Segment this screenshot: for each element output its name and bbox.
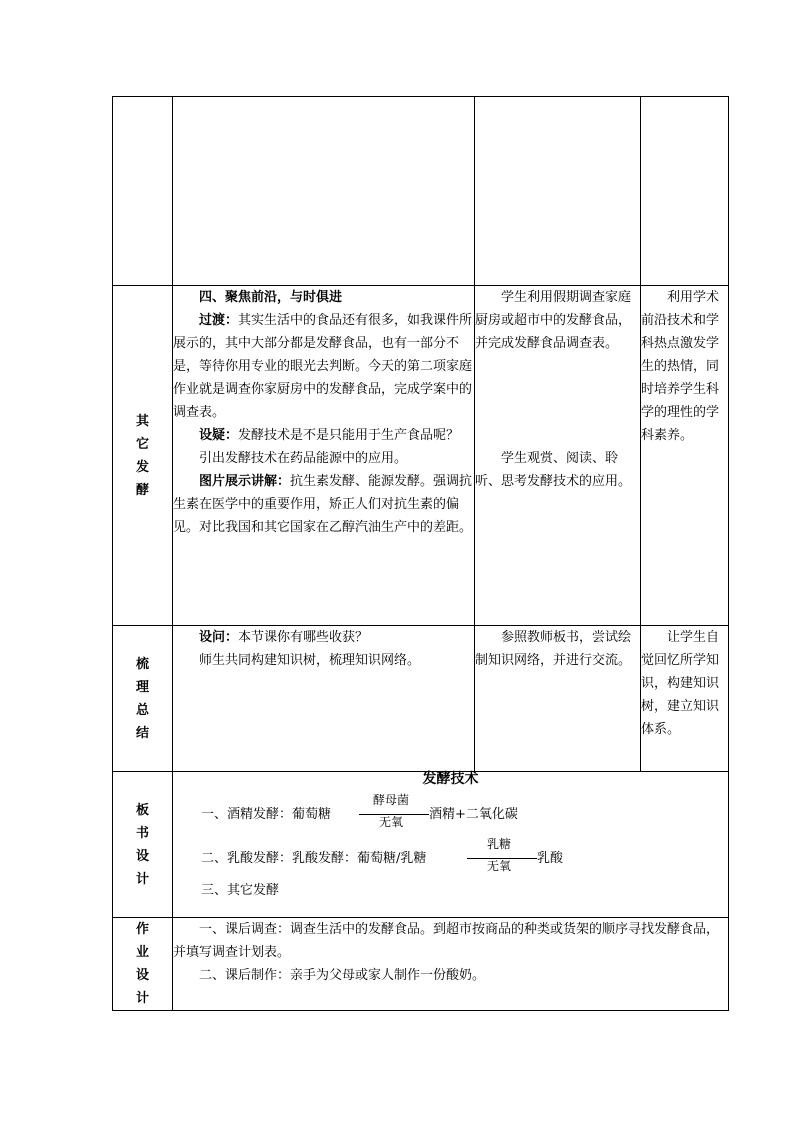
intent-text: 利用学术前沿技术和学科热点激发学生的热情，同时培养学生科学的理性的学科素养。 bbox=[641, 290, 720, 443]
summary-teacher-cell bbox=[173, 626, 475, 772]
board-design-row bbox=[113, 772, 729, 918]
student-text-1: 学生利用假期调查家庭厨房或超市中的发酵食品，并完成发酵食品调查表。 bbox=[475, 290, 632, 351]
eq2-condition-top: 乳糖 bbox=[487, 837, 512, 851]
summary-student-cell bbox=[475, 626, 641, 772]
eq2-product: 乳酸 bbox=[537, 851, 564, 866]
empty-cell bbox=[641, 97, 729, 286]
row-label-homework: 作 业 设 计 bbox=[113, 918, 173, 1011]
section-heading: 四、聚焦前沿，与时俱进 bbox=[199, 290, 343, 305]
student-activity-cell bbox=[475, 286, 641, 626]
summary-knowledge-tree: 师生共同构建知识树，梳理知识网络。 bbox=[199, 653, 421, 668]
transition-paragraph: 过渡：其实生活中的食品还有很多，如我课件所展示的，其中大部分都是发酵食品，也有一部分不是，等待你用专业的眼光去判断。今天的第二项家庭作业就是调查你家厨房中的发酵食品，完成学案中的调查表。 bbox=[173, 313, 473, 420]
lesson-plan-table bbox=[112, 96, 729, 1011]
alcohol-equation bbox=[181, 787, 720, 831]
teacher-activity-cell bbox=[173, 286, 475, 626]
summary-intent-cell bbox=[641, 626, 729, 772]
eq1-product: 酒精+二氧化碳 bbox=[429, 807, 518, 822]
empty-cell bbox=[173, 97, 475, 286]
row-label-other: 其 它 发 酵 bbox=[113, 286, 173, 626]
homework-row bbox=[113, 918, 729, 1011]
board-content-cell bbox=[173, 772, 729, 918]
summary-question: 设问：本节课你有哪些收获？ bbox=[199, 630, 369, 645]
continuation-row bbox=[113, 97, 729, 286]
lactic-equation bbox=[181, 831, 720, 875]
eq1-reactant: 一、酒精发酵：葡萄糖 bbox=[201, 807, 332, 822]
empty-cell bbox=[113, 97, 173, 286]
homework-item-2: 二、课后制作：亲手为父母或家人制作一份酸奶。 bbox=[199, 968, 486, 983]
lead-paragraph: 引出发酵技术在药品能源中的应用。 bbox=[199, 451, 408, 466]
student-text-2: 学生观赏、阅读、聆听、思考发酵技术的应用。 bbox=[475, 451, 632, 489]
board-title: 发酵技术 bbox=[422, 771, 479, 787]
eq2-reactant: 二、乳酸发酵：乳酸发酵：葡萄糖/乳糖 bbox=[201, 851, 427, 866]
picture-paragraph: 图片展示讲解：抗生素发酵、能源发酵。强调抗生素在医学中的重要作用，矫正人们对抗生素的偏见。对比我国和其它国家在乙醇汽油生产中的差距。 bbox=[173, 474, 473, 535]
eq2-condition-bottom: 无氧 bbox=[487, 859, 512, 873]
eq1-condition-bottom: 无氧 bbox=[379, 815, 404, 829]
summary-intent-text: 让学生自觉回忆所学知识，构建知识树，建立知识体系。 bbox=[641, 630, 720, 737]
empty-cell bbox=[475, 97, 641, 286]
eq1-condition-top: 酵母菌 bbox=[373, 793, 410, 807]
summary-student-text: 参照教师板书，尝试绘制知识网络，并进行交流。 bbox=[475, 630, 632, 668]
design-intent-cell bbox=[641, 286, 729, 626]
row-label-summary: 梳 理 总 结 bbox=[113, 626, 173, 772]
summary-row bbox=[113, 626, 729, 772]
question-paragraph: 设疑：发酵技术是不是只能用于生产食品呢？ bbox=[199, 428, 460, 443]
other-fermentation-row bbox=[113, 286, 729, 626]
row-label-board: 板 书 设 计 bbox=[113, 772, 173, 918]
homework-content-cell bbox=[173, 918, 729, 1011]
other-fermentation-line: 三、其它发酵 bbox=[201, 883, 280, 898]
homework-item-1: 一、课后调查：调查生活中的发酵食品。到超市按商品的种类或货架的顺序寻找发酵食品，并填写调查计划表。 bbox=[173, 922, 720, 960]
